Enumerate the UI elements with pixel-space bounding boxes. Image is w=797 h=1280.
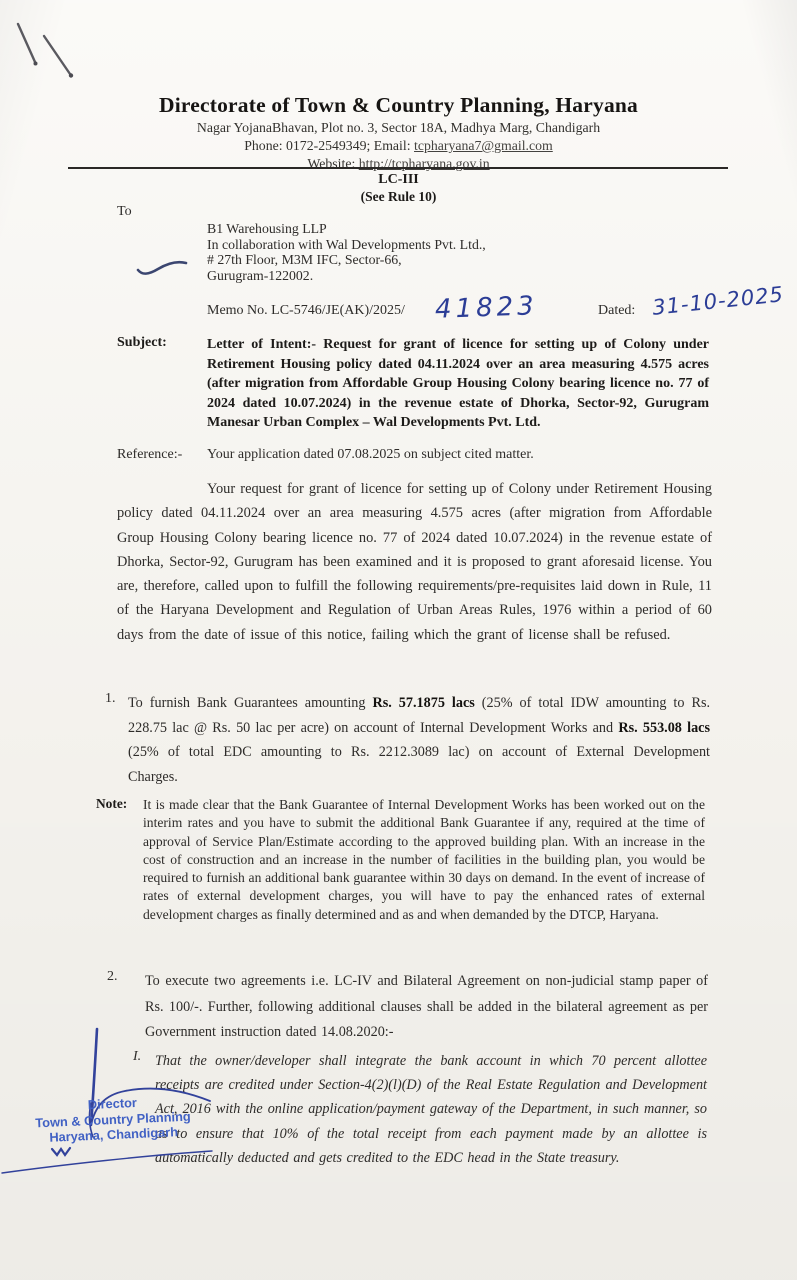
memo-number-handwritten: 41823 (434, 291, 539, 325)
stamp-line-director: Director (87, 1094, 138, 1113)
item1-post: (25% of total EDC amounting to Rs. 2212.3089 lac) on account of External Development Charges. (128, 744, 710, 785)
subitem1-text: That the owner/developer shall integrate the bank account in which 70 percent allottee receipts are credited under Section-4(2)(l)(D) of the Real Estate Regulation and Development Act, 2016 with the online application/payment gateway of the Department, in such manner, so as to ensure that 10% of the total receipt from each payment made by an allottee is automatically deducted and gets credited to the EDC head in the State treasury. (155, 1053, 707, 1166)
website-link[interactable]: http://tcpharyana.gov.in (358, 156, 490, 171)
item1-text (128, 691, 710, 789)
memo-number-prefix: Memo No. LC-5746/JE(AK)/2025/ (207, 303, 405, 318)
item1-pre: To furnish Bank Guarantees amounting (128, 695, 373, 711)
website-prefix: Website: (307, 156, 359, 171)
note-text: It is made clear that the Bank Guarantee of Internal Development Works has been worked out on the interim rates and you have to submit the additional Bank Guarantee if any, required at the time of approval of Service Plan/Estimate according to the approved building plan. With an increase in the cost of construction and an increase in the number of facilities in the building plan, you would be required to furnish an additional bank guarantee within 30 days on demand. In the event of increase of rates of external development charges, you will have to pay the enhanced rates of external development charges as finally determined and as and when demanded by the DTCP, Haryana. (143, 797, 705, 922)
recipient-line: # 27th Floor, M3M IFC, Sector-66, (207, 252, 402, 268)
recipient-address (207, 221, 486, 283)
handwritten-tick-icon (134, 254, 204, 282)
org-address: Nagar YojanaBhavan, Plot no. 3, Sector 18A, Madhya Marg, Chandigarh (196, 120, 601, 135)
form-code: LC-III (378, 172, 419, 187)
form-code-block (0, 172, 797, 205)
director-stamp (7, 1091, 219, 1147)
letterhead (0, 93, 797, 172)
org-title: Directorate of Town & Country Planning, Haryana (158, 93, 639, 117)
note-label: Note: (96, 796, 128, 811)
reference-text: Your application dated 07.08.2025 on subject cited matter. (207, 447, 534, 462)
reference-label: Reference:- (117, 447, 183, 462)
dated-label: Dated: (598, 303, 636, 318)
recipient-line: B1 Warehousing LLP (207, 221, 327, 236)
item1-amount-edc: Rs. 553.08 lacs (618, 719, 710, 736)
item1-amount-idw: Rs. 57.1875 lacs (372, 695, 475, 711)
recipient-line: Gurugram-122002. (207, 267, 314, 283)
memo-row (207, 282, 785, 339)
item1-number: 1. (105, 691, 116, 706)
item1-mid: (25% of total IDW amounting to Rs. 228.75 lac @ Rs. 50 lac per acre) on account of Internal Development Works and (128, 695, 711, 736)
corner-pen-marks-icon (8, 14, 98, 94)
subitem1-number: I. (133, 1049, 142, 1064)
form-rule: (See Rule 10) (360, 189, 437, 204)
stamp-line-place: Haryana, Chandigarh (49, 1124, 179, 1145)
to-label: To (117, 204, 132, 219)
date-handwritten: 31-10-2025 (651, 282, 785, 320)
subject-label: Subject: (117, 335, 167, 350)
phone-email-prefix: Phone: 0172-2549349; Email: (244, 138, 415, 153)
header-divider (68, 167, 728, 169)
intro-paragraph: Your request for grant of licence for setting up of Colony under Retirement Housing policy dated 04.11.2024 over an area measuring 4.575 acres (after migration from Affordable Group Housing Colony bearing licence no. 77 of 2024 dated 10.07.2024) in the revenue estate of Dhorka, Sector-92, Gurugram has been examined and it is proposed to grant aforesaid license. You are, therefore, called upon to fulfill the following requirements/pre-requisites laid down in Rule, 11 of the Haryana Development and Regulation of Urban Areas Rules, 1976 within a period of 60 days from the date of issue of this notice, failing which the grant of license shall be refused. (117, 481, 712, 643)
org-website-line (0, 156, 797, 172)
recipient-line: In collaboration with Wal Developments Pvt. Ltd., (207, 236, 486, 252)
subject-text: Letter of Intent:- Request for grant of licence for setting up of Colony under Retirement Housing policy dated 04.11.2024 over an area measuring 4.575 acres (after migration from Affordable Group Housing Colony bearing licence no. 77 of 2024 dated 10.07.2024) in the revenue estate of Dhorka, Sector-92, Gurugram Manesar Urban Complex – Wal Developments Pvt. Ltd. (207, 337, 709, 430)
org-contact-line (0, 138, 797, 154)
item2-number: 2. (107, 969, 118, 984)
stamp-line-dept: Town & Country Planning (35, 1108, 191, 1130)
item2-text: To execute two agreements i.e. LC-IV and Bilateral Agreement on non-judicial stamp paper of Rs. 100/-. Further, following additional clauses shall be added in the bilateral agreement as per Government instruction dated 14.08.2020:- (145, 973, 708, 1040)
email-link[interactable]: tcpharyana7@gmail.com (414, 138, 553, 153)
